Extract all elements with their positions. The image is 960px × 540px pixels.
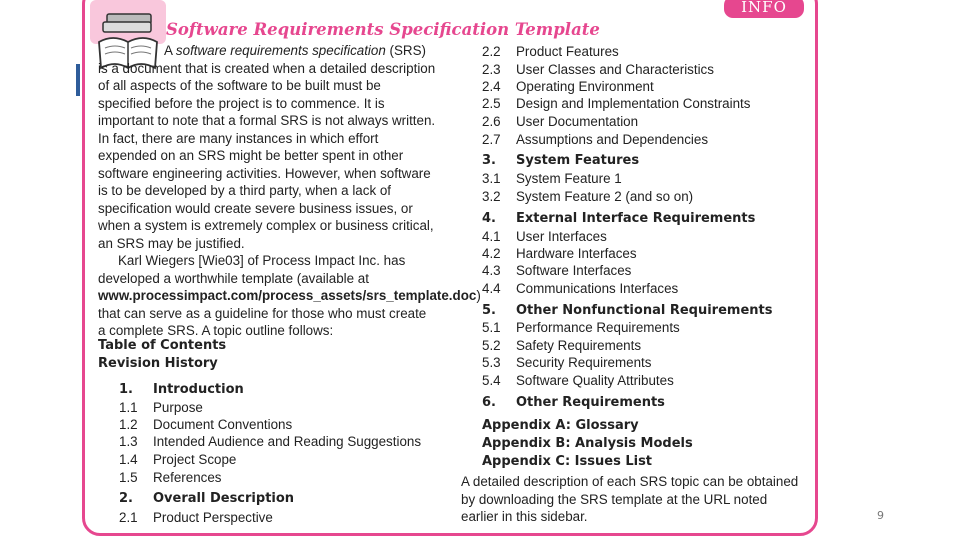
toc-item-label: Software Quality Attributes	[516, 373, 674, 388]
toc-item-number: 2.7	[482, 132, 501, 147]
toc-item-number: 1.1	[119, 400, 138, 415]
toc-item	[119, 400, 203, 415]
toc-item	[482, 373, 674, 388]
slide-accent-bar	[76, 64, 80, 96]
toc-item-label: User Classes and Characteristics	[516, 62, 714, 77]
toc-item-label: External Interface Requirements	[516, 211, 756, 226]
toc-item-label: Hardware Interfaces	[516, 246, 637, 261]
toc-item	[119, 434, 421, 449]
toc-item	[119, 452, 236, 467]
revision-history-heading: Revision History	[98, 356, 218, 371]
toc-item-label: Software Interfaces	[516, 263, 632, 278]
toc-item-number: 2.2	[482, 44, 501, 59]
toc-item	[482, 303, 772, 318]
toc-item-label: Product Perspective	[153, 510, 273, 525]
toc-item-number: 1.5	[119, 470, 138, 485]
toc-item-label: System Feature 1	[516, 171, 622, 186]
toc-item-label: Project Scope	[153, 452, 237, 467]
toc-item-label: Assumptions and Dependencies	[516, 132, 709, 147]
appendix-b: Appendix B: Analysis Models	[482, 436, 693, 451]
toc-item	[482, 338, 641, 353]
toc-item-number: 2.	[119, 491, 133, 506]
toc-item-label: Other Nonfunctional Requirements	[516, 303, 773, 318]
toc-item-label: Intended Audience and Reading Suggestions	[153, 434, 422, 449]
toc-item-number: 2.6	[482, 114, 501, 129]
toc-item-label: Communications Interfaces	[516, 281, 679, 296]
toc-item	[119, 470, 221, 485]
toc-item	[482, 246, 637, 261]
appendix-c: Appendix C: Issues List	[482, 454, 653, 469]
toc-item-number: 3.1	[482, 171, 501, 186]
toc-item-label: Safety Requirements	[516, 338, 642, 353]
toc-item	[482, 263, 631, 278]
toc-item-number: 4.3	[482, 263, 501, 278]
toc-item	[119, 510, 273, 525]
toc-item	[482, 62, 714, 77]
intro-paragraph-2: Karl Wiegers [Wie03] of Process Impact Inc. has developed a worthwhile template (available at www.processimpact.com/process_assets/srs_template.doc) that can serve as a guideline for those who must create a complete SRS. A topic outline follows:	[98, 253, 481, 338]
toc-item-label: System Feature 2 (and so on)	[516, 189, 694, 204]
toc-item	[482, 395, 665, 410]
info-badge: INFO	[724, 0, 804, 18]
toc-item	[482, 320, 680, 335]
toc-item-number: 5.	[482, 303, 496, 318]
toc-item-number: 4.4	[482, 281, 501, 296]
toc-item-label: Introduction	[153, 382, 244, 397]
toc-item-label: System Features	[516, 153, 640, 168]
toc-item-number: 4.2	[482, 246, 501, 261]
toc-item	[482, 79, 654, 94]
toc-item-label: Other Requirements	[516, 395, 665, 410]
toc-item-number: 3.	[482, 153, 496, 168]
toc-item-number: 4.	[482, 211, 496, 226]
toc-item-number: 5.2	[482, 338, 501, 353]
toc-item	[482, 96, 750, 111]
toc-item-number: 5.1	[482, 320, 501, 335]
toc-item	[482, 132, 708, 147]
toc-item-number: 2.5	[482, 96, 501, 111]
toc-item-label: Overall Description	[153, 491, 295, 506]
toc-item-label: Performance Requirements	[516, 320, 680, 335]
toc-item-label: Purpose	[153, 400, 203, 415]
toc-item	[482, 281, 678, 296]
toc-item-label: References	[153, 470, 222, 485]
toc-item-label: User Documentation	[516, 114, 639, 129]
toc-item-number: 3.2	[482, 189, 501, 204]
toc-item-label: Design and Implementation Constraints	[516, 96, 751, 111]
toc-item	[119, 382, 244, 397]
closing-text: A detailed description of each SRS topic can be obtained by downloading the SRS template at the URL noted earlier in this sidebar.	[461, 474, 799, 524]
toc-item-label: Operating Environment	[516, 79, 654, 94]
toc-item	[482, 114, 638, 129]
toc-item	[482, 44, 619, 59]
toc-item-number: 1.3	[119, 434, 138, 449]
page-number: 9	[877, 509, 884, 522]
toc-item	[482, 211, 755, 226]
toc-item-number: 5.4	[482, 373, 501, 388]
appendix-a: Appendix A: Glossary	[482, 418, 639, 433]
toc-item-number: 1.4	[119, 452, 138, 467]
toc-item	[119, 417, 292, 432]
toc-item-number: 2.3	[482, 62, 501, 77]
toc-item	[482, 153, 639, 168]
intro-paragraph-1: A software requirements specification (SRS) is a document that is created when a detailed description of all aspects of the software to be built must be specified before the project is to commence. It is important to note that a formal SRS is not always written. In fact, there are many instances in which effort expended on an SRS might be better spent in other software engineering activities. However, when software is to be developed by a third party, when a lack of specification would create severe business issues, or when a system is extremely complex or business critical, an SRS may be justified.	[98, 43, 436, 251]
toc-item	[482, 355, 651, 370]
toc-item-number: 5.3	[482, 355, 501, 370]
toc-item-number: 6.	[482, 395, 496, 410]
toc-item	[482, 229, 607, 244]
toc-item	[119, 491, 294, 506]
toc-item-label: Security Requirements	[516, 355, 652, 370]
toc-item-label: User Interfaces	[516, 229, 607, 244]
toc-item	[482, 171, 622, 186]
toc-item-number: 1.	[119, 382, 133, 397]
template-url: www.processimpact.com/process_assets/srs_template.doc	[98, 288, 477, 303]
intro-text	[98, 42, 481, 340]
toc-item-number: 1.2	[119, 417, 138, 432]
toc-item-number: 2.4	[482, 79, 501, 94]
page-title: Software Requirements Specification Template	[166, 20, 600, 39]
toc-item	[482, 189, 693, 204]
toc-item-number: 2.1	[119, 510, 138, 525]
toc-item-label: Product Features	[516, 44, 619, 59]
toc-heading: Table of Contents	[98, 338, 227, 353]
toc-item-label: Document Conventions	[153, 417, 293, 432]
toc-item-number: 4.1	[482, 229, 501, 244]
